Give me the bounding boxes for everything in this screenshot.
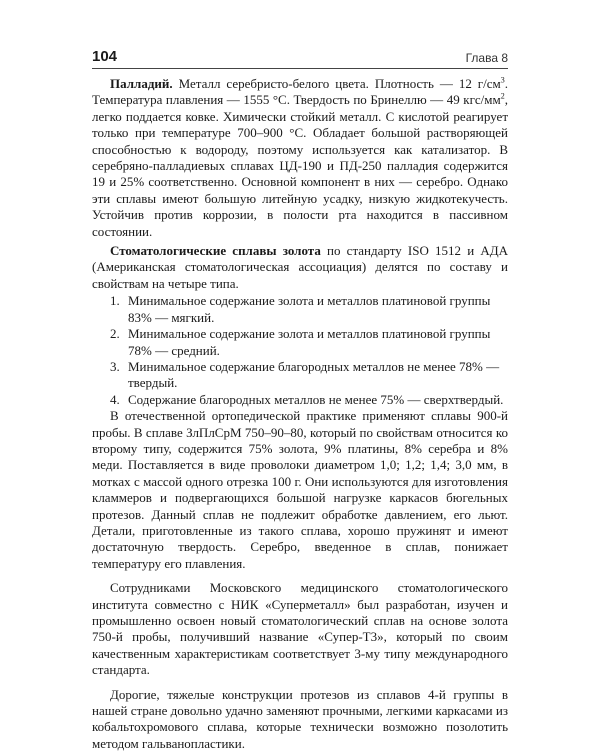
superscript: 3 (500, 75, 505, 85)
list-text: Содержание благородных металлов не менее 75% — сверхтвердый. (128, 391, 504, 407)
paragraph-lead: Палладий. (110, 76, 173, 91)
list-text: Минимальное содержание золота и металлов платиновой группы 83% — мягкий. (128, 293, 491, 325)
list-number: 2. (110, 326, 120, 342)
paragraph-text: Металл серебристо-белого цвета. Плотность — 12 г/см (172, 76, 501, 91)
chapter-title: Глава 8 (465, 51, 508, 65)
list-item (92, 359, 508, 392)
paragraph-gold-alloys (92, 243, 508, 292)
alloy-types-list (92, 293, 508, 408)
list-text: Минимальное содержание золота и металлов платиновой группы 78% — средний. (128, 326, 491, 358)
paragraph-super-t3: Сотрудниками Московского медицинского стоматологического института совместно с НИК «Суперметалл» был разработан, изучен и промышленно освоен новый стоматологический сплав на основе золота 750-й пробы, получивший название «Супер-Т3», который по своим качественным характеристикам соответствует 3-му типу международного стандарта. (92, 580, 508, 678)
list-item (92, 392, 508, 408)
list-text: Минимальное содержание благородных металлов не менее 78% — твердый. (128, 358, 500, 391)
paragraph-palladium (92, 76, 508, 240)
paragraph-cobalt-chrome: Дорогие, тяжелые конструкции протезов из сплавов 4-й группы в нашей стране довольно удачно заменяют прочными, легкими каркасами из кобальтохромового сплава, которые технически возможно позолотить методом гальванопластики. (92, 686, 508, 751)
page-number: 104 (92, 48, 118, 65)
list-number: 4. (110, 391, 120, 407)
list-item (92, 326, 508, 359)
list-item (92, 293, 508, 326)
paragraph-lead: Стоматологические сплавы золота (110, 243, 321, 259)
paragraph-text: по стандарту ISO 1512 и АДА (Американская стоматологическая ассоциация) делятся по составу и свойствам на четыре типа. (92, 243, 508, 291)
list-number: 1. (110, 293, 120, 309)
paragraph-domestic-practice: В отечественной ортопедической практике применяют сплавы 900-й пробы. В сплаве ЗлПлСрМ 750–90–80, который по свойствам относится ко второму типу, содержится 75% золота, 9% платины, 8% серебра и 8% меди. Поставляется в виде проволоки диаметром 1,0; 1,2; 1,4; 3,0 мм, в мотках с массой одного отрезка 100 г. Они используются для изготовления кламмеров и подвергающихся большой нагрузке каркасов бюгельных протезов. Данный сплав не подлежит обработке давлением, его льют. Детали, приготовленные из такого сплава, хорошо пружинят и имеют достаточную твердость. Серебро, введенное в сплав, понижает температуру его плавления. (92, 408, 508, 571)
paragraph-text: , легко поддается ковке. Химически стойкий металл. С кислотой реагирует только при температуре 700–900 °С. Обладает большой растворяющей способностью к водороду, поэтому используется как катализатор. В серебряно-палладиевых сплавах ЦД-190 и ПД-250 палладия содержится 19 и 25% соответственно. Основной компонент в них — серебро. Однако эти сплавы имеют большую литейную усадку, низкую жидкотекучесть. Устойчив против коррозии, в полости рта находится в пассивном состоянии. (92, 92, 508, 239)
running-header (92, 46, 508, 69)
superscript: 2 (500, 92, 505, 102)
list-number: 3. (110, 358, 120, 374)
paragraph-text: . Температура плавления — 1555 °С. Твердость по Бринеллю — 49 кгс/мм (92, 76, 508, 108)
body-text (92, 76, 508, 752)
